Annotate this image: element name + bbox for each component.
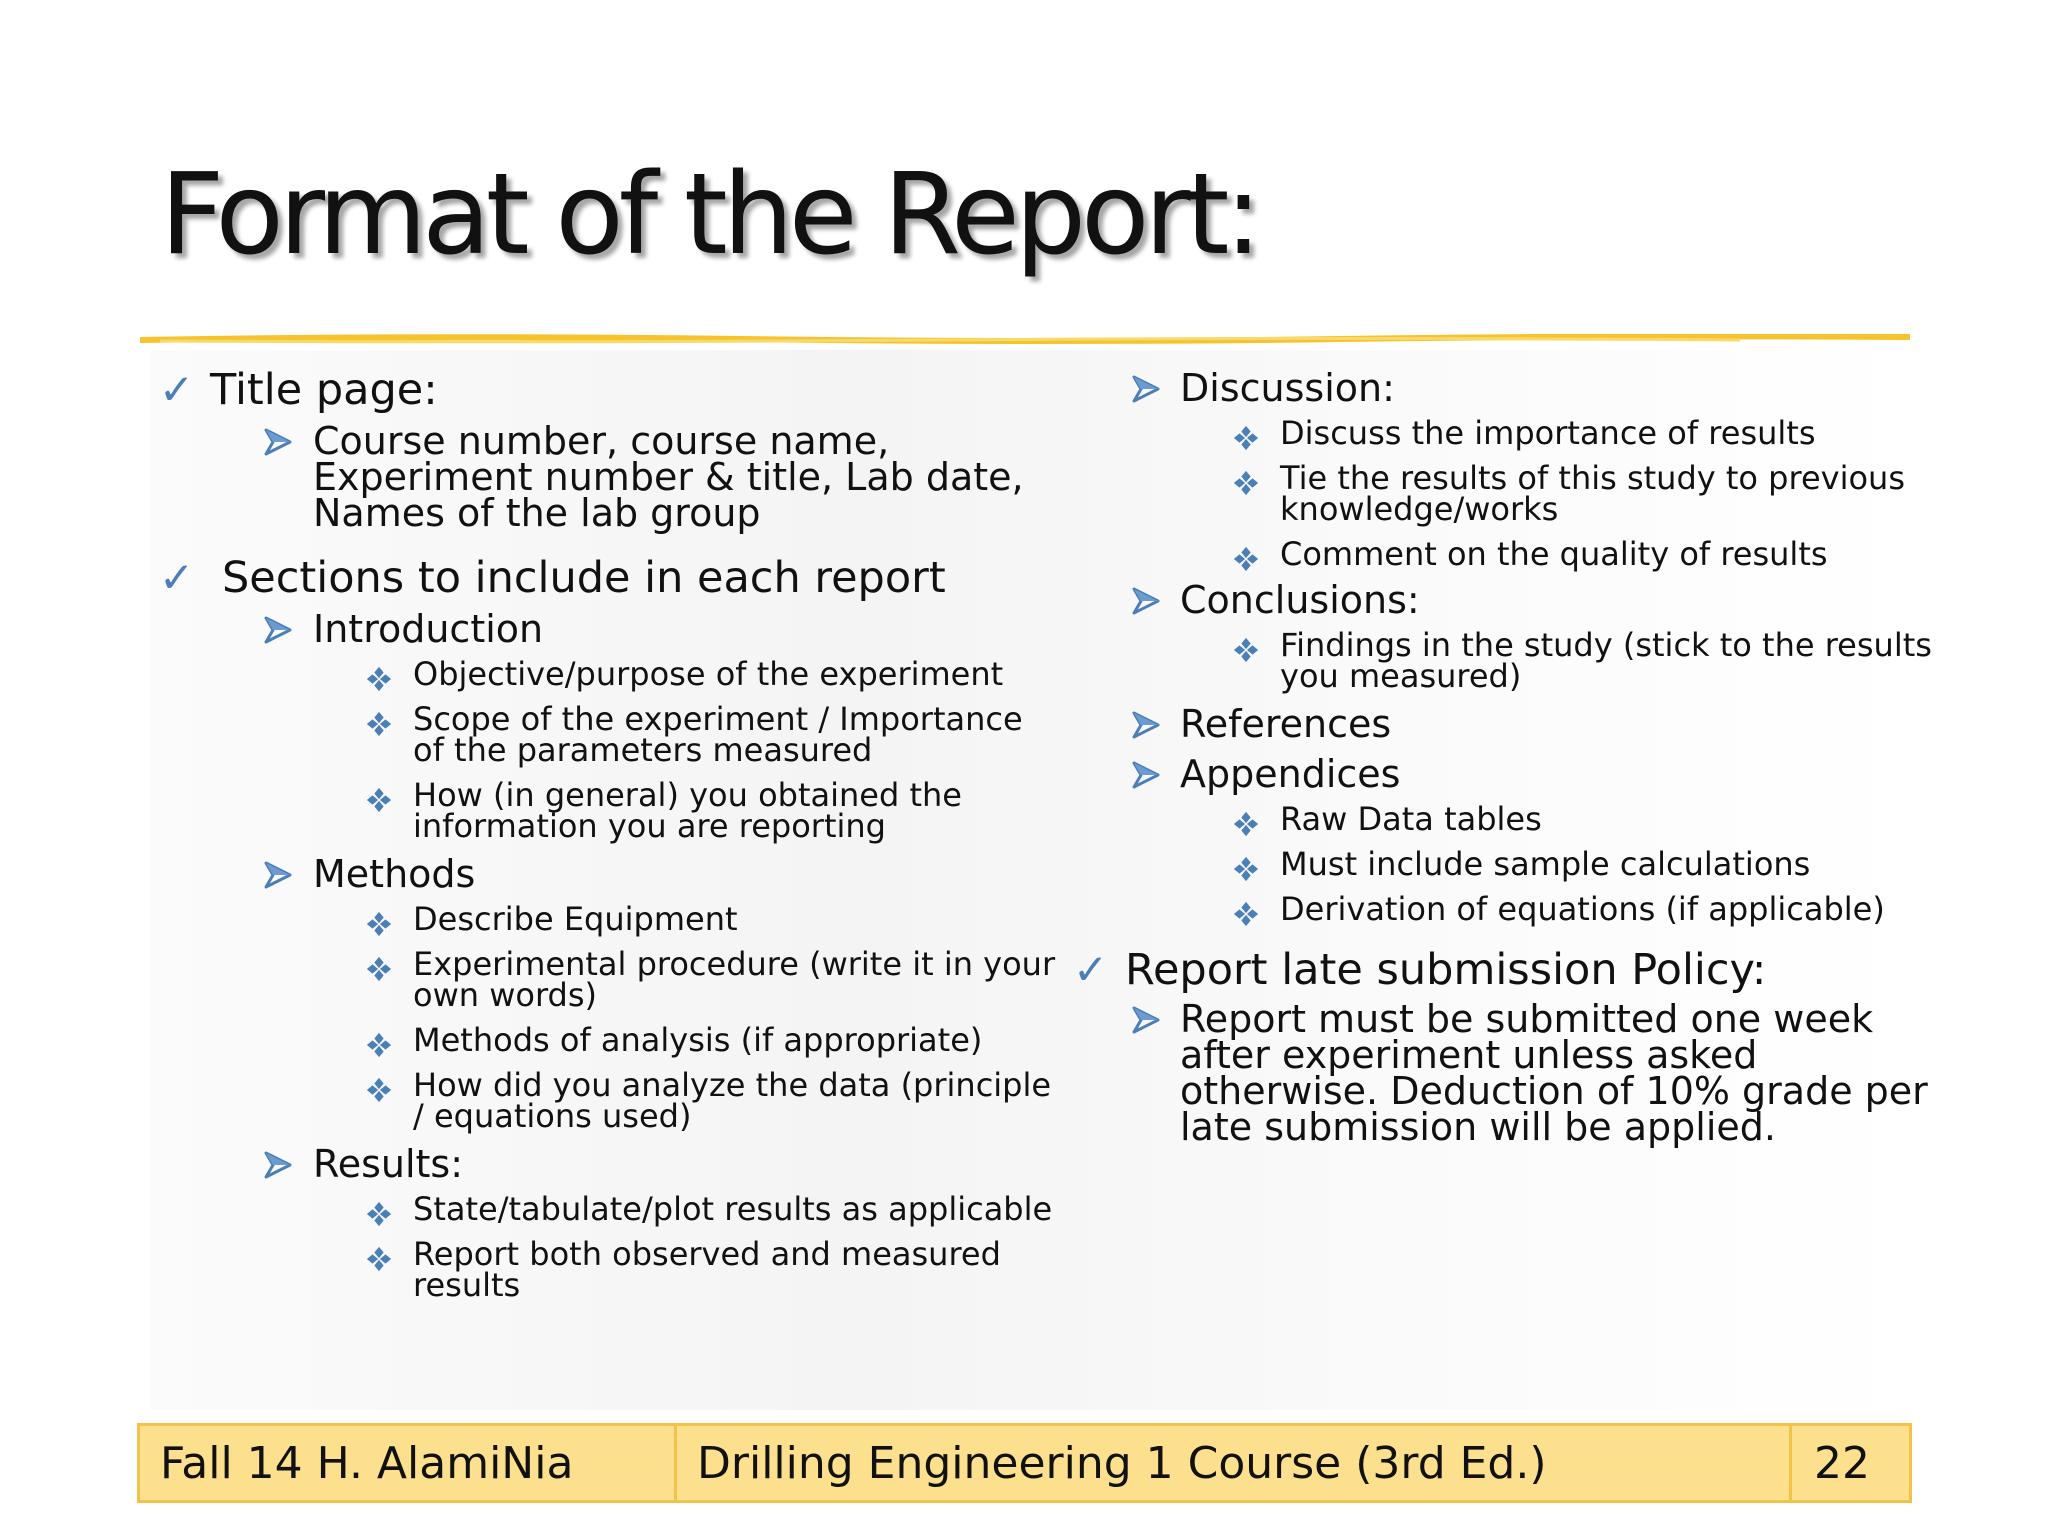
arrow-icon bbox=[1131, 760, 1161, 790]
sections-heading: ✓ Sections to include in each report bbox=[159, 553, 946, 603]
list-item: Derivation of equations (if applicable) bbox=[1125, 894, 1925, 925]
results-label: Results: bbox=[155, 1146, 1055, 1182]
list-item: Methods of analysis (if appropriate) bbox=[155, 1025, 1055, 1056]
arrow-icon bbox=[263, 1150, 293, 1180]
list-item: How did you analyze the data (principle / equations used) bbox=[155, 1070, 1055, 1132]
list-item: Objective/purpose of the experiment bbox=[155, 659, 1055, 690]
list-item: Scope of the experiment / Importance of the parameters measured bbox=[155, 704, 1055, 766]
diamond-icon bbox=[1232, 900, 1260, 928]
list-item: Tie the results of this study to previous knowledge/works bbox=[1125, 463, 1925, 525]
arrow-icon bbox=[1131, 586, 1161, 616]
footer-author: Fall 14 H. AlamiNia bbox=[140, 1426, 677, 1500]
left-column bbox=[155, 360, 1056, 1304]
footer-page-number: 22 bbox=[1814, 1437, 1870, 1489]
right-column bbox=[1073, 360, 1932, 1149]
diamond-icon bbox=[1232, 424, 1260, 452]
diamond-icon bbox=[365, 786, 393, 814]
list-item: Describe Equipment bbox=[155, 904, 1055, 935]
diamond-icon bbox=[1232, 545, 1260, 573]
conclusions-label: Conclusions: bbox=[1125, 582, 1925, 618]
footer-course: Drilling Engineering 1 Course (3rd Ed.) bbox=[677, 1426, 1792, 1500]
list-item: Experimental procedure (write it in your own words) bbox=[155, 949, 1055, 1011]
check-icon: ✓ bbox=[159, 553, 195, 602]
diamond-icon bbox=[365, 910, 393, 938]
arrow-icon bbox=[263, 860, 293, 890]
late-policy-text: Report must be submitted one week after experiment unless asked otherwise. Deduction of 10% grade per late submission will be applied. bbox=[1125, 1001, 1925, 1145]
diamond-icon bbox=[365, 665, 393, 693]
arrow-icon bbox=[263, 427, 293, 457]
list-item: State/tabulate/plot results as applicable bbox=[155, 1194, 1055, 1225]
check-icon: ✓ bbox=[1073, 945, 1109, 994]
diamond-icon bbox=[365, 1076, 393, 1104]
list-item: Report both observed and measured results bbox=[155, 1239, 1055, 1301]
list-item: Discuss the importance of results bbox=[1125, 418, 1925, 449]
references-label: References bbox=[1125, 706, 1925, 742]
title-page-details: Course number, course name, Experiment number & title, Lab date, Names of the lab group bbox=[155, 423, 1055, 531]
list-item: Raw Data tables bbox=[1125, 804, 1925, 835]
diamond-icon bbox=[1232, 469, 1260, 497]
diamond-icon bbox=[365, 1031, 393, 1059]
diamond-icon bbox=[1232, 855, 1260, 883]
list-item: Comment on the quality of results bbox=[1125, 539, 1925, 570]
diamond-icon bbox=[1232, 810, 1260, 838]
diamond-icon bbox=[365, 1245, 393, 1273]
diamond-icon bbox=[365, 955, 393, 983]
discussion-label: Discussion: bbox=[1125, 370, 1925, 406]
diamond-icon bbox=[365, 710, 393, 738]
arrow-icon bbox=[263, 615, 293, 645]
arrow-icon bbox=[1131, 710, 1161, 740]
accent-rule bbox=[140, 334, 1910, 344]
methods-label: Methods bbox=[155, 856, 1055, 892]
slide-footer bbox=[137, 1423, 1912, 1503]
diamond-icon bbox=[365, 1200, 393, 1228]
list-item: Findings in the study (stick to the results you measured) bbox=[1125, 630, 1925, 692]
title-page-heading: ✓ Title page: bbox=[159, 365, 438, 415]
list-item: How (in general) you obtained the information you are reporting bbox=[155, 780, 1055, 842]
list-item: Must include sample calculations bbox=[1125, 849, 1925, 880]
introduction-label: Introduction bbox=[155, 611, 1055, 647]
diamond-icon bbox=[1232, 636, 1260, 664]
late-policy-heading: ✓ Report late submission Policy: bbox=[1073, 945, 1767, 995]
check-icon: ✓ bbox=[159, 365, 195, 414]
arrow-icon bbox=[1131, 374, 1161, 404]
appendices-label: Appendices bbox=[1125, 756, 1925, 792]
slide-title: Format of the Report: bbox=[160, 150, 1258, 280]
arrow-icon bbox=[1131, 1005, 1161, 1035]
